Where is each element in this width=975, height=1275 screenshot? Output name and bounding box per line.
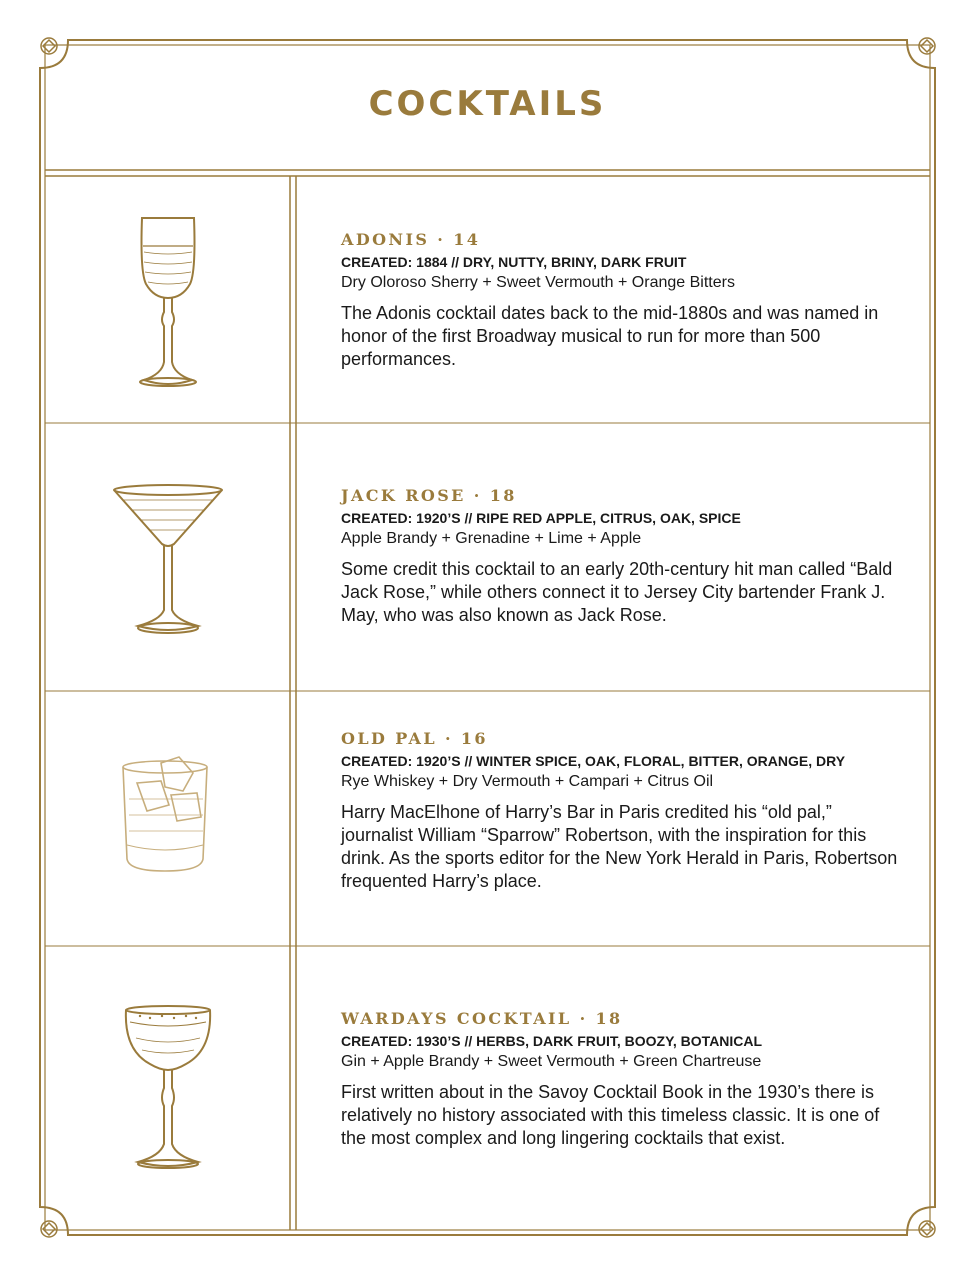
menu-item bbox=[341, 729, 901, 893]
item-name: ADONIS bbox=[341, 230, 430, 249]
item-ingredients: Rye Whiskey + Dry Vermouth + Campari + Citrus Oil bbox=[341, 773, 714, 790]
item-ingredients: Gin + Apple Brandy + Sweet Vermouth + Green Chartreuse bbox=[341, 1053, 762, 1070]
item-heading: OLD PAL · 16 bbox=[341, 729, 488, 748]
item-description: Harry MacElhone of Harry’s Bar in Paris credited his “old pal,” journalist William “Sparrow” Robertson, with the inspiration for this drink. As the sports editor for the New York Herald in Paris, Robertson frequented Harry’s place. bbox=[341, 802, 898, 891]
item-price: 18 bbox=[595, 1009, 623, 1028]
item-created: CREATED: 1930’S // HERBS, DARK FRUIT, BOOZY, BOTANICAL bbox=[341, 1033, 763, 1049]
item-created: CREATED: 1920’S // RIPE RED APPLE, CITRUS, OAK, SPICE bbox=[341, 510, 741, 526]
item-description: The Adonis cocktail dates back to the mid-1880s and was named in honor of the first Broadway musical to run for more than 500 performances. bbox=[341, 303, 879, 369]
item-description: First written about in the Savoy Cocktail Book in the 1930’s there is relatively no history associated with this timeless classic. It is one of the most complex and long lingering cocktails that exist. bbox=[341, 1082, 880, 1148]
item-ingredients: Dry Oloroso Sherry + Sweet Vermouth + Orange Bitters bbox=[341, 274, 735, 291]
item-name: JACK ROSE bbox=[341, 486, 466, 505]
menu-item bbox=[341, 1009, 901, 1150]
item-ingredients: Apple Brandy + Grenadine + Lime + Apple bbox=[341, 530, 642, 547]
rocks-glass-icon bbox=[117, 755, 213, 877]
menu-item bbox=[341, 230, 901, 371]
wine-glass-icon bbox=[130, 212, 206, 390]
item-description: Some credit this cocktail to an early 20th-century hit man called “Bald Jack Rose,” while others connect it to Jersey City bartender Frank J. May, who was also known as Jack Rose. bbox=[341, 559, 893, 625]
item-heading: ADONIS · 14 bbox=[341, 230, 481, 249]
item-created: CREATED: 1884 // DRY, NUTTY, BRINY, DARK FRUIT bbox=[341, 254, 687, 270]
item-created: CREATED: 1920’S // WINTER SPICE, OAK, FLORAL, BITTER, ORANGE, DRY bbox=[341, 753, 846, 769]
martini-glass-icon bbox=[110, 480, 226, 645]
item-heading: JACK ROSE · 18 bbox=[341, 486, 517, 505]
menu-item bbox=[341, 486, 901, 627]
item-price: 18 bbox=[489, 486, 517, 505]
item-heading: WARDAYS COCKTAIL · 18 bbox=[341, 1009, 623, 1028]
item-name: WARDAYS COCKTAIL bbox=[341, 1009, 572, 1028]
item-price: 14 bbox=[453, 230, 481, 249]
coupe-glass-icon bbox=[120, 1004, 216, 1172]
item-price: 16 bbox=[460, 729, 488, 748]
item-name: OLD PAL bbox=[341, 729, 437, 748]
page-title: COCKTAILS bbox=[368, 84, 607, 124]
